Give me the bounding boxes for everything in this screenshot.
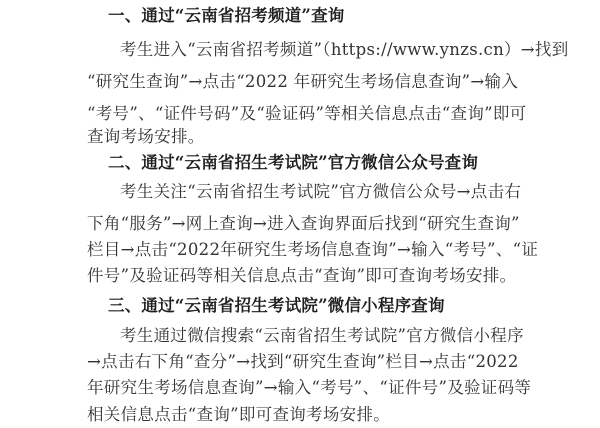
section-2-line-3: 栏目→点击“2022年研究生考场信息查询”→输入“考号”、“证 — [87, 240, 539, 259]
section-1-heading: 一、通过“云南省招考频道”查询 — [108, 6, 345, 25]
section-2-line-4: 件号”及验证码等相关信息点击“查询”即可查询考场安排。 — [87, 266, 517, 285]
section-1-line-1: 考生进入“云南省招考频道”（https://www.ynzs.cn）→找到 — [120, 40, 569, 59]
section-1-line-3: “考号”、“证件号码”及“验证码”等相关信息点击“查询”即可 — [87, 104, 527, 123]
section-2-line-2: 下角“服务”→网上查询→进入查询界面后找到“研究生查询” — [87, 214, 520, 233]
section-2-line-1: 考生关注“云南省招生考试院”官方微信公众号→点击右 — [120, 182, 522, 201]
section-3-line-3: 年研究生考场信息查询”→输入“考号”、“证件号”及验证码等 — [87, 378, 532, 397]
section-3-line-1: 考生通过微信搜索“云南省招生考试院”官方微信小程序 — [120, 326, 524, 345]
section-1-line-4: 查询考场安排。 — [87, 127, 205, 146]
section-3-heading: 三、通过“云南省招生考试院”微信小程序查询 — [108, 296, 445, 315]
section-1-line-2: “研究生查询”→点击“2022 年研究生考场信息查询”→输入 — [87, 72, 519, 91]
section-3-line-4: 相关信息点击“查询”即可查询考场安排。 — [87, 405, 391, 424]
section-3-line-2: →点击右下角“查分”→找到“研究生查询”栏目→点击“2022 — [87, 352, 519, 371]
section-2-heading: 二、通过“云南省招生考试院”官方微信公众号查询 — [108, 153, 479, 172]
